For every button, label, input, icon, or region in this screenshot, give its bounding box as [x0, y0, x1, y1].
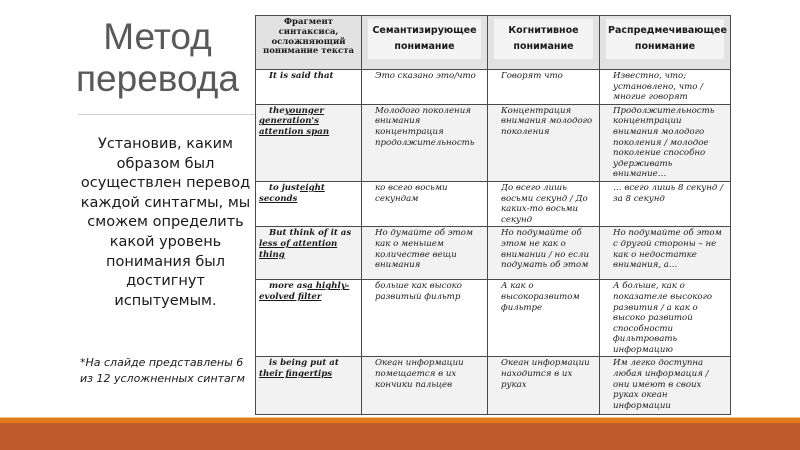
slide-title-line1: Метод: [103, 16, 212, 57]
cognitive-cell: [488, 181, 600, 226]
semantic-cell: [362, 227, 488, 280]
deobjectifying-cell: [600, 357, 731, 415]
source-fragment-cell: [256, 227, 362, 280]
source-plain: to just: [269, 182, 300, 193]
source-underlined: younger generation's attention span: [259, 105, 330, 137]
semantic-text: Но думайте об этом как о меньшем количестве вещи внимания: [375, 228, 473, 271]
cognitive-text: Концентрация внимания молодого поколения: [501, 105, 593, 137]
slide-title-line2: перевода: [76, 58, 239, 99]
cognitive-cell: [488, 227, 600, 280]
header-semantic-label: Семантизирующее понимание: [368, 19, 481, 59]
source-plain: more as: [269, 281, 308, 292]
semantic-text: Молодого поколения внимания концентрация продолжительность: [375, 105, 475, 148]
translation-table: [255, 15, 731, 415]
source-underlined: their fingertips: [259, 369, 333, 380]
semantic-cell: [362, 70, 488, 105]
cognitive-text: Но подумайте об этом не как о внимании / но если подумать об этом: [501, 228, 590, 271]
bottom-footer-bar: [0, 423, 800, 450]
source-plain: the: [269, 105, 285, 116]
table-row: [256, 227, 731, 280]
semantic-cell: [362, 104, 488, 181]
table-row: [256, 280, 731, 357]
source-plain: is being put at: [269, 358, 339, 369]
semantic-text: Это сказано это/что: [375, 71, 476, 81]
table-row: [256, 104, 731, 181]
semantic-text: больше как высоко развитый фильтр: [375, 281, 462, 302]
title-divider: [78, 114, 258, 115]
deobjectifying-text: Но подумайте об этом с другой стороны – не как о недостатке внимания, а…: [613, 228, 722, 271]
deobjectifying-cell: [600, 227, 731, 280]
translation-table-container: [255, 15, 730, 411]
source-fragment-cell: [256, 181, 362, 226]
cognitive-cell: [488, 357, 600, 415]
cognitive-text: До всего лишь восьми секунд / До каких-то восьми секунд: [501, 182, 588, 225]
source-fragment-cell: [256, 357, 362, 415]
header-deobjectifying-label: Распредмечивающее понимание: [606, 19, 724, 59]
header-semantic: [362, 16, 488, 70]
table-row: [256, 181, 731, 226]
cognitive-text: Говорят что: [501, 71, 563, 81]
header-deobjectifying: [600, 16, 731, 70]
header-cognitive: [488, 16, 600, 70]
deobjectifying-text: А больше, как о показателе высокого развития / а как о высоко развитой способности фильтровать информацию: [613, 281, 713, 355]
source-underlined: eight seconds: [259, 182, 325, 204]
deobjectifying-cell: [600, 181, 731, 226]
deobjectifying-text: Известно, что; установлено, что / многие говорят: [613, 71, 704, 103]
semantic-text: Океан информации помещается в их кончики пальцев: [375, 358, 464, 390]
source-plain: But think of it as: [269, 228, 352, 239]
deobjectifying-cell: [600, 70, 731, 105]
cognitive-cell: [488, 280, 600, 357]
semantic-cell: [362, 181, 488, 226]
source-fragment-cell: [256, 104, 362, 181]
header-fragment: Фрагмент синтаксиса, осложняющий понимание текста: [256, 16, 362, 70]
cognitive-text: А как о высокоразвитом фильтре: [501, 281, 580, 313]
cognitive-cell: [488, 104, 600, 181]
cognitive-text: Океан информации находится в их руках: [501, 358, 590, 390]
slide-title: [60, 16, 255, 100]
source-plain: It is said that: [269, 71, 334, 81]
semantic-text: ко всего восьми секундам: [375, 182, 448, 204]
source-underlined: a highly-evolved filter: [259, 281, 350, 302]
cognitive-cell: [488, 70, 600, 105]
table-row: [256, 357, 731, 415]
deobjectifying-cell: [600, 280, 731, 357]
semantic-cell: [362, 280, 488, 357]
header-cognitive-label: Когнитивное понимание: [494, 19, 593, 59]
table-header-row: [256, 16, 731, 70]
deobjectifying-cell: [600, 104, 731, 181]
source-fragment-cell: [256, 280, 362, 357]
deobjectifying-text: Им легко доступна любая информация / они имеют в своих руках океан информации: [613, 358, 709, 411]
source-underlined: less of attention thing: [259, 238, 338, 260]
source-fragment-cell: [256, 70, 362, 105]
deobjectifying-text: Продолжительность концентрации внимания молодого поколения / молодое поколение способно удерживать внимание…: [613, 105, 715, 180]
semantic-cell: [362, 357, 488, 415]
slide-body-text: Установив, каким образом был осуществлен перевод каждой синтагмы, мы сможем определить какой уровень понимания был достигнут испытуемым.: [80, 136, 251, 309]
slide-footnote: *На слайде представлены 6 из 12 усложненных синтагм: [80, 356, 245, 385]
table-row: [256, 70, 731, 105]
deobjectifying-text: … всего лишь 8 секунд / за 8 секунд: [613, 182, 723, 204]
